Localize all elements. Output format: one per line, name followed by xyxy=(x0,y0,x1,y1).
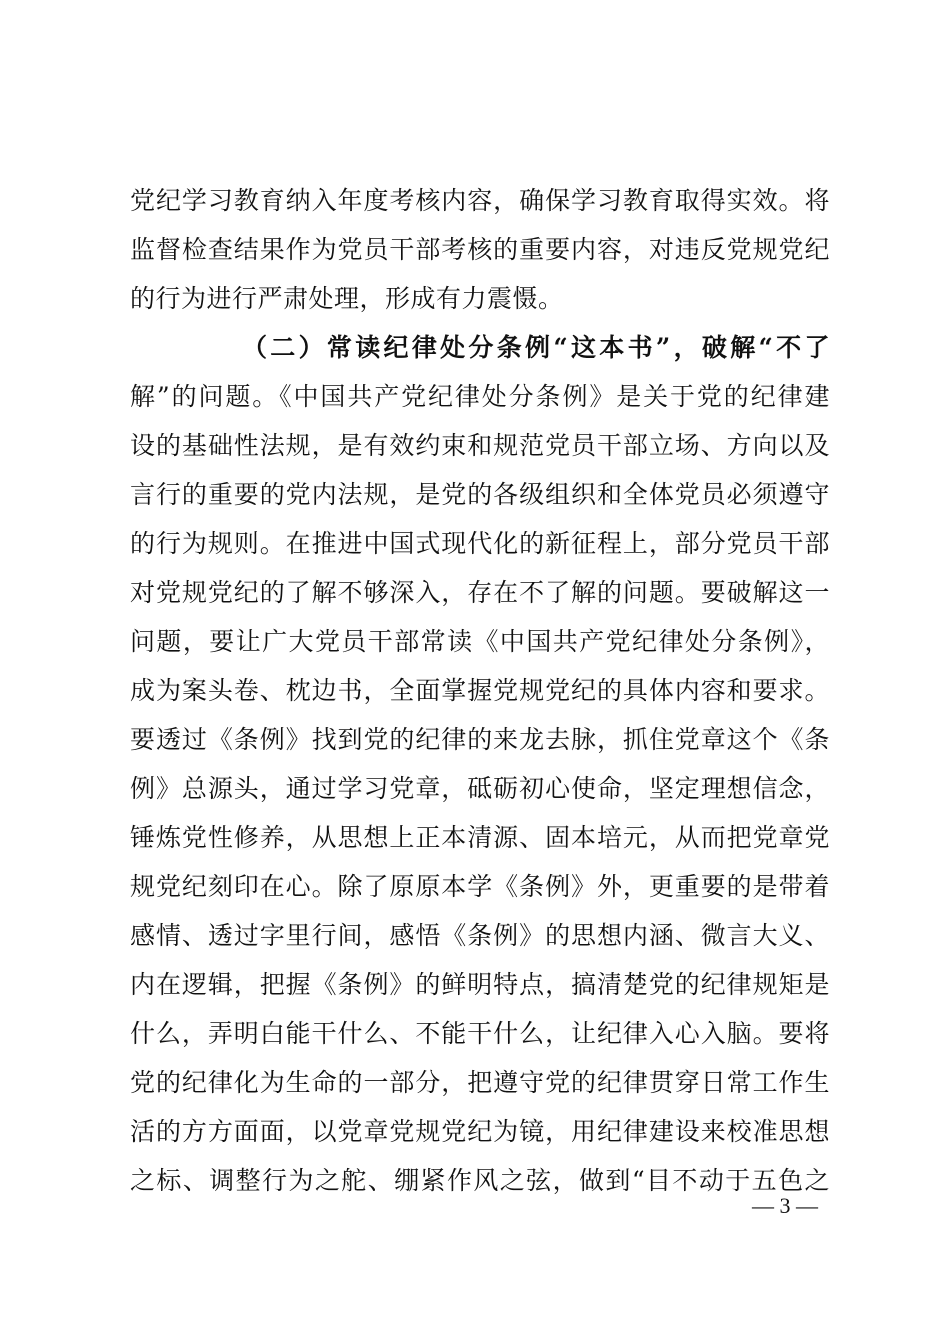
page-number: — 3 — xyxy=(752,1193,818,1218)
text-line: 设的基础性法规，是有效约束和规范党员干部立场、方向以及 xyxy=(130,431,830,460)
text-line: 党纪学习教育纳入年度考核内容，确保学习教育取得实效。将 xyxy=(130,186,830,215)
text-line: 活的方方面面，以党章党规党纪为镜，用纪律建设来校准思想 xyxy=(130,1117,830,1146)
text-line: 的行为规则。在推进中国式现代化的新征程上，部分党员干部 xyxy=(130,529,830,558)
section-heading: （二）常读纪律处分条例“这本书”，破解“不了 xyxy=(242,333,830,362)
text-line: 内在逻辑，把握《条例》的鲜明特点，搞清楚党的纪律规矩是 xyxy=(130,970,830,999)
text-line: 锤炼党性修养，从思想上正本清源、固本培元，从而把党章党 xyxy=(130,823,830,852)
text-line: 监督检查结果作为党员干部考核的重要内容，对违反党规党纪 xyxy=(130,235,830,264)
text-line: 规党纪刻印在心。除了原原本学《条例》外，更重要的是带着 xyxy=(130,872,830,901)
text-line: 对党规党纪的了解不够深入，存在不了解的问题。要破解这一 xyxy=(130,578,830,607)
text-line: 例》总源头，通过学习党章，砥砺初心使命，坚定理想信念， xyxy=(130,774,830,803)
text-line: 问题，要让广大党员干部常读《中国共产党纪律处分条例》， xyxy=(130,627,830,656)
text-line: 要透过《条例》找到党的纪律的来龙去脉，抓住党章这个《条 xyxy=(130,725,830,754)
text-line: 成为案头卷、枕边书，全面掌握党规党纪的具体内容和要求。 xyxy=(130,676,830,705)
text-line: 什么，弄明白能干什么、不能干什么，让纪律入心入脑。要将 xyxy=(130,1019,830,1048)
text-line: 之标、调整行为之舵、绷紧作风之弦，做到“目不动于五色之 xyxy=(130,1166,830,1195)
text-line: 感情、透过字里行间，感悟《条例》的思想内涵、微言大义、 xyxy=(130,921,830,950)
text-line: 言行的重要的党内法规，是党的各级组织和全体党员必须遵守 xyxy=(130,480,830,509)
text-line: 党的纪律化为生命的一部分，把遵守党的纪律贯穿日常工作生 xyxy=(130,1068,830,1097)
text-line: 的行为进行严肃处理，形成有力震慑。 xyxy=(130,284,564,313)
text-line: 解”的问题。《中国共产党纪律处分条例》是关于党的纪律建 xyxy=(130,382,830,411)
